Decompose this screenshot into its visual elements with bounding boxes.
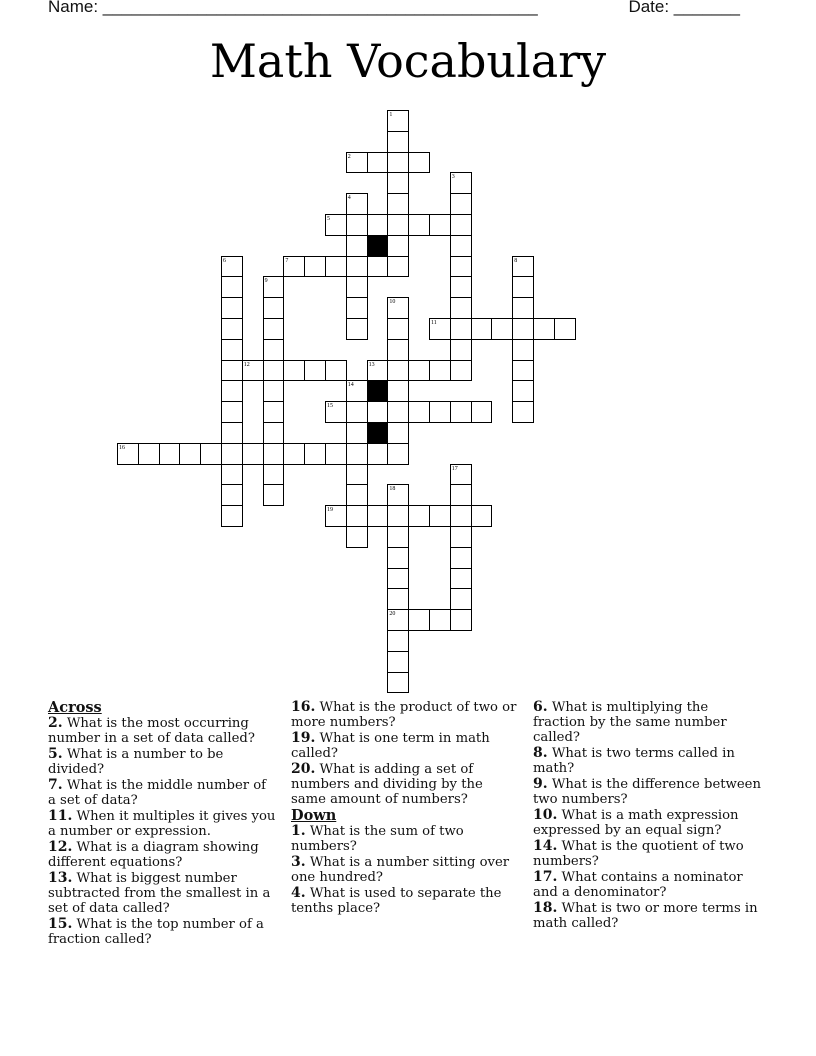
clue-number-label: 3 <box>451 174 455 181</box>
down-clue-list <box>291 824 519 916</box>
crossword-cell[interactable] <box>387 401 409 423</box>
clue-number: 18. <box>533 900 558 916</box>
crossword-cell[interactable] <box>429 214 451 236</box>
clue-item <box>291 700 519 730</box>
crossword-cell[interactable] <box>450 235 472 257</box>
crossword-cell[interactable] <box>263 484 285 506</box>
crossword-cell[interactable] <box>346 526 368 548</box>
crossword-cell[interactable] <box>387 505 409 527</box>
clue-number: 20. <box>291 761 316 777</box>
clue-number: 14. <box>533 838 558 854</box>
clue-item <box>533 839 761 869</box>
clues-column-2 <box>291 700 519 917</box>
clue-number-label: 7 <box>285 257 289 264</box>
down-clue-list-continued <box>533 700 761 931</box>
crossword-cell[interactable] <box>200 443 222 465</box>
clue-item <box>533 746 761 776</box>
crossword-cell[interactable] <box>367 401 389 423</box>
clue-text: What is multiplying the fraction by the same number called? <box>533 700 727 745</box>
crossword-cell[interactable] <box>471 318 493 340</box>
crossword-cell[interactable] <box>512 297 534 319</box>
crossword-cell[interactable] <box>263 422 285 444</box>
clue-item <box>48 809 276 839</box>
clue-text: What is a diagram showing different equations? <box>48 840 259 870</box>
crossword-cell[interactable] <box>387 256 409 278</box>
crossword-cell[interactable] <box>221 360 243 382</box>
clue-text: When it multiples it gives you a number or expression. <box>48 809 276 839</box>
clue-item <box>533 901 761 931</box>
clue-text: What is two terms called in math? <box>533 746 735 776</box>
clue-number: 5. <box>48 746 63 762</box>
crossword-cell[interactable] <box>408 152 430 174</box>
crossword-cell[interactable] <box>450 505 472 527</box>
crossword-cell[interactable] <box>242 443 264 465</box>
crossword-cell[interactable] <box>221 422 243 444</box>
clue-item <box>291 731 519 761</box>
crossword-cell[interactable] <box>346 235 368 257</box>
crossword-cell[interactable] <box>367 505 389 527</box>
clue-number-label: 2 <box>347 153 351 160</box>
clue-number-label: 17 <box>451 465 458 472</box>
crossword-cell[interactable] <box>450 588 472 610</box>
clue-number-label: 13 <box>368 361 375 368</box>
crossword-cell[interactable] <box>429 360 451 382</box>
clue-text: What is two or more terms in math called? <box>533 901 758 931</box>
crossword-cell[interactable] <box>387 235 409 257</box>
crossword-cell[interactable] <box>346 505 368 527</box>
crossword-cell[interactable] <box>304 256 326 278</box>
crossword-cell[interactable] <box>471 505 493 527</box>
crossword-cell[interactable] <box>450 193 472 215</box>
crossword-cell[interactable] <box>387 547 409 569</box>
crossword-cell[interactable] <box>283 360 305 382</box>
crossword-cell[interactable] <box>346 214 368 236</box>
clue-number: 11. <box>48 808 73 824</box>
crossword-block-cell <box>367 380 389 402</box>
date-field-label[interactable]: Date: _______ <box>628 0 740 16</box>
clue-number: 16. <box>291 699 316 715</box>
crossword-cell[interactable] <box>450 568 472 590</box>
crossword-cell[interactable] <box>346 401 368 423</box>
crossword-cell[interactable] <box>221 297 243 319</box>
clue-item <box>533 808 761 838</box>
clue-item <box>48 917 276 947</box>
crossword-cell[interactable] <box>387 526 409 548</box>
crossword-cell[interactable] <box>263 318 285 340</box>
crossword-cell[interactable] <box>408 609 430 631</box>
clue-item <box>48 747 276 777</box>
clue-number-label: 6 <box>223 257 226 264</box>
clue-number-label: 9 <box>264 278 268 285</box>
crossword-cell[interactable] <box>367 443 389 465</box>
crossword-cell[interactable] <box>387 214 409 236</box>
clue-text: What contains a nominator and a denominator? <box>533 870 743 900</box>
clue-text: What is a number sitting over one hundred? <box>291 855 510 885</box>
crossword-cell[interactable] <box>512 360 534 382</box>
crossword-cell[interactable] <box>387 318 409 340</box>
crossword-cell[interactable] <box>387 360 409 382</box>
crossword-cell[interactable] <box>429 609 451 631</box>
clue-number: 12. <box>48 839 73 855</box>
clue-item <box>533 700 761 745</box>
clue-item <box>48 716 276 746</box>
clue-number-label: 20 <box>389 611 396 618</box>
clue-text: What is the quotient of two numbers? <box>533 839 744 869</box>
crossword-cell[interactable] <box>408 360 430 382</box>
crossword-cell[interactable] <box>325 443 347 465</box>
clue-text: What is a math expression expressed by an equal sign? <box>533 808 739 838</box>
clue-text: What is a number to be divided? <box>48 747 224 777</box>
crossword-cell[interactable] <box>346 256 368 278</box>
crossword-cell[interactable] <box>283 443 305 465</box>
crossword-cell[interactable] <box>471 401 493 423</box>
clue-text: What is one term in math called? <box>291 731 490 761</box>
crossword-block-cell <box>367 235 389 257</box>
crossword-cell[interactable] <box>450 214 472 236</box>
across-clue-list <box>48 716 276 947</box>
clue-number-label: 1 <box>389 112 393 118</box>
crossword-cell[interactable] <box>512 276 534 298</box>
clue-number-label: 19 <box>327 507 333 514</box>
crossword-cell[interactable] <box>512 380 534 402</box>
name-field-label[interactable]: Name: ______________________________________________ <box>48 0 538 16</box>
page-title: Math Vocabulary <box>209 34 607 88</box>
crossword-cell[interactable] <box>221 505 243 527</box>
crossword-cell[interactable] <box>387 568 409 590</box>
crossword-cell[interactable] <box>429 401 451 423</box>
clue-text: What is biggest number subtracted from the smallest in a set of data called? <box>48 871 271 916</box>
crossword-cell[interactable] <box>408 401 430 423</box>
clue-item <box>291 824 519 854</box>
crossword-block-cell <box>367 422 389 444</box>
clue-number: 19. <box>291 730 316 746</box>
across-clue-list-continued <box>291 700 519 807</box>
crossword-cell[interactable] <box>450 484 472 506</box>
crossword-cell[interactable] <box>263 360 285 382</box>
clue-number: 15. <box>48 916 73 932</box>
clue-text: What is the sum of two numbers? <box>291 824 464 854</box>
crossword-cell[interactable] <box>512 401 534 423</box>
crossword-cell[interactable] <box>346 318 368 340</box>
crossword-cell[interactable] <box>554 318 576 340</box>
crossword-cell[interactable] <box>512 339 534 361</box>
clue-number: 7. <box>48 777 63 793</box>
clue-item <box>291 886 519 916</box>
crossword-cell[interactable] <box>221 401 243 423</box>
crossword-cell[interactable] <box>387 380 409 402</box>
crossword-cell[interactable] <box>304 360 326 382</box>
clue-text: What is the most occurring number in a set of data called? <box>48 716 255 746</box>
crossword-cell[interactable] <box>533 318 555 340</box>
clue-number: 6. <box>533 699 548 715</box>
crossword-cell[interactable] <box>304 443 326 465</box>
crossword-cell[interactable] <box>387 651 409 673</box>
down-heading: Down <box>291 807 337 824</box>
crossword-cell[interactable] <box>221 464 243 486</box>
crossword-cell[interactable] <box>263 297 285 319</box>
clue-number: 8. <box>533 745 548 761</box>
clue-text: What is adding a set of numbers and dividing by the same amount of numbers? <box>291 762 483 807</box>
clue-number: 17. <box>533 869 558 885</box>
crossword-cell[interactable] <box>221 380 243 402</box>
crossword-cell[interactable] <box>346 443 368 465</box>
clue-number: 3. <box>291 854 306 870</box>
crossword-cell[interactable] <box>346 484 368 506</box>
crossword-cell[interactable] <box>387 131 409 153</box>
crossword-cell[interactable] <box>138 443 160 465</box>
crossword-cell[interactable] <box>221 276 243 298</box>
crossword-cell[interactable] <box>325 360 347 382</box>
crossword-cell[interactable] <box>450 339 472 361</box>
crossword-cell[interactable] <box>387 630 409 652</box>
clue-number-label: 4 <box>347 195 351 202</box>
crossword-cell[interactable] <box>429 505 451 527</box>
clue-item <box>48 840 276 870</box>
crossword-cell[interactable] <box>450 318 472 340</box>
crossword-cell[interactable] <box>346 464 368 486</box>
clue-item <box>291 762 519 807</box>
crossword-cell[interactable] <box>263 380 285 402</box>
crossword-cell[interactable] <box>179 443 201 465</box>
clue-number-label: 11 <box>431 320 437 326</box>
crossword-cell[interactable] <box>450 256 472 278</box>
clue-item <box>291 855 519 885</box>
crossword-cell[interactable] <box>387 339 409 361</box>
crossword-cell[interactable] <box>221 443 243 465</box>
crossword-cell[interactable] <box>387 172 409 194</box>
clue-number: 2. <box>48 715 63 731</box>
crossword-cell[interactable] <box>491 318 513 340</box>
clue-item <box>48 871 276 916</box>
clue-text: What is the difference between two numbers? <box>533 777 761 807</box>
clue-item <box>533 777 761 807</box>
crossword-cell[interactable] <box>367 214 389 236</box>
clue-number-label: 12 <box>243 361 250 368</box>
crossword-cell[interactable] <box>221 318 243 340</box>
clue-number: 9. <box>533 776 548 792</box>
crossword-cell[interactable] <box>387 152 409 174</box>
crossword-cell[interactable] <box>450 360 472 382</box>
crossword-cell[interactable] <box>263 401 285 423</box>
crossword-cell[interactable] <box>346 422 368 444</box>
clue-number-label: 5 <box>327 216 330 222</box>
clues-column-1 <box>48 700 276 948</box>
clue-number-label: 10 <box>389 299 396 306</box>
crossword-cell[interactable] <box>450 526 472 548</box>
clue-number-label: 15 <box>327 403 333 410</box>
clue-number: 13. <box>48 870 73 886</box>
crossword-cell[interactable] <box>408 505 430 527</box>
crossword-cell[interactable] <box>450 276 472 298</box>
clue-number-label: 14 <box>347 382 354 389</box>
clue-number-label: 16 <box>119 444 125 451</box>
crossword-cell[interactable] <box>450 547 472 569</box>
crossword-cell[interactable] <box>221 484 243 506</box>
crossword-cell[interactable] <box>450 401 472 423</box>
crossword-cell[interactable] <box>263 339 285 361</box>
crossword-cell[interactable] <box>450 297 472 319</box>
clue-text: What is the middle number of a set of data? <box>48 778 267 808</box>
crossword-cell[interactable] <box>325 256 347 278</box>
clue-text: What is used to separate the tenths place? <box>291 886 502 916</box>
clue-text: What is the top number of a fraction called? <box>48 917 264 947</box>
crossword-cell[interactable] <box>346 276 368 298</box>
clue-number: 10. <box>533 807 558 823</box>
crossword-cell[interactable] <box>387 588 409 610</box>
clues-column-3 <box>533 700 761 932</box>
clue-text: What is the product of two or more numbers? <box>291 700 517 730</box>
crossword-cell[interactable] <box>408 214 430 236</box>
clue-number: 1. <box>291 823 306 839</box>
crossword-cell[interactable] <box>367 152 389 174</box>
crossword-cell[interactable] <box>387 672 409 694</box>
crossword-cell[interactable] <box>512 318 534 340</box>
crossword-cell[interactable] <box>159 443 181 465</box>
across-heading: Across <box>48 699 102 716</box>
clue-number: 4. <box>291 885 306 901</box>
crossword-cell[interactable] <box>387 193 409 215</box>
crossword-cell[interactable] <box>263 443 285 465</box>
crossword-cell[interactable] <box>450 609 472 631</box>
clue-item <box>48 778 276 808</box>
clue-item <box>533 870 761 900</box>
crossword-cell[interactable] <box>346 297 368 319</box>
clue-number-label: 8 <box>514 257 518 264</box>
crossword-cell[interactable] <box>387 422 409 444</box>
crossword-cell[interactable] <box>387 443 409 465</box>
crossword-cell[interactable] <box>367 256 389 278</box>
clue-number-label: 18 <box>389 486 396 493</box>
crossword-cell[interactable] <box>263 464 285 486</box>
crossword-cell[interactable] <box>221 339 243 361</box>
